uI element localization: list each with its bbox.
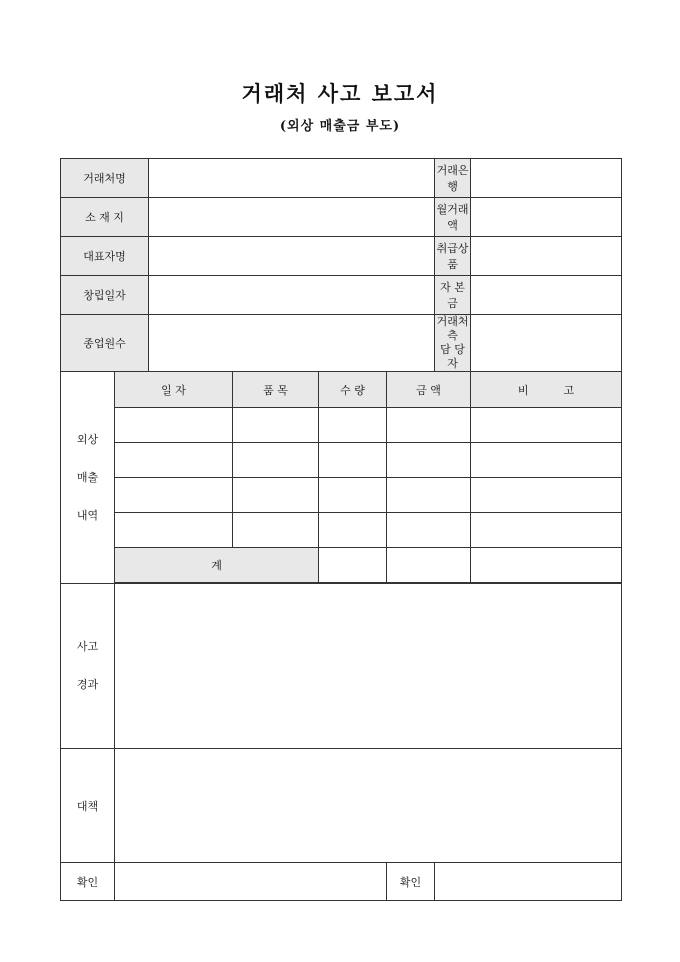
countermeasure-section-label: 대책 [61, 749, 115, 863]
confirm-field-right[interactable] [435, 863, 622, 901]
column-header-quantity: 수 량 [319, 372, 387, 408]
confirm-label-right: 확인 [387, 863, 435, 901]
info-row [61, 198, 622, 237]
info-label: 월거래액 [435, 198, 471, 237]
info-value-field[interactable] [471, 198, 622, 237]
sales-section-label [61, 372, 115, 584]
confirm-label-left: 확인 [61, 863, 115, 901]
column-header-remarks: 비 고 [471, 372, 622, 408]
remarks-cell[interactable] [471, 408, 622, 443]
info-label: 거래처명 [61, 159, 149, 198]
total-quantity-cell[interactable] [319, 548, 387, 583]
info-value-field[interactable] [471, 276, 622, 315]
accident-details-field[interactable] [115, 584, 622, 749]
quantity-cell[interactable] [319, 443, 387, 478]
document-title: 거래처 사고 보고서 [241, 81, 439, 106]
date-cell[interactable] [115, 408, 233, 443]
report-form [60, 158, 622, 901]
info-label: 자 본 금 [435, 276, 471, 315]
info-row [61, 159, 622, 198]
remarks-cell[interactable] [471, 513, 622, 548]
total-label: 계 [115, 548, 319, 583]
date-cell[interactable] [115, 478, 233, 513]
amount-cell[interactable] [387, 443, 471, 478]
sales-row [61, 513, 622, 548]
info-row [61, 237, 622, 276]
item-cell[interactable] [233, 443, 319, 478]
confirm-row [61, 863, 622, 901]
section-label-line: 경과 [76, 678, 99, 691]
column-header-amount: 금 액 [387, 372, 471, 408]
info-label: 대표자명 [61, 237, 149, 276]
countermeasure-field[interactable] [115, 749, 622, 863]
date-cell[interactable] [115, 443, 233, 478]
info-value-field[interactable] [149, 159, 435, 198]
info-value-field[interactable] [149, 315, 435, 372]
amount-cell[interactable] [387, 478, 471, 513]
info-label: 종업원수 [61, 315, 149, 372]
quantity-cell[interactable] [319, 478, 387, 513]
info-value-field[interactable] [149, 237, 435, 276]
quantity-cell[interactable] [319, 408, 387, 443]
section-label-line: 내역 [76, 508, 99, 522]
info-label-line: 거래처측 [436, 315, 469, 342]
info-value-field[interactable] [471, 159, 622, 198]
countermeasure-row [61, 749, 622, 863]
amount-cell[interactable] [387, 408, 471, 443]
info-label-line: 담 당 자 [440, 343, 465, 370]
quantity-cell[interactable] [319, 513, 387, 548]
info-row [61, 276, 622, 315]
info-label [435, 315, 471, 372]
info-value-field[interactable] [471, 315, 622, 372]
info-value-field[interactable] [149, 198, 435, 237]
item-cell[interactable] [233, 408, 319, 443]
sales-row [61, 408, 622, 443]
remarks-cell[interactable] [471, 478, 622, 513]
info-label: 거래은행 [435, 159, 471, 198]
remarks-cell[interactable] [471, 443, 622, 478]
section-label-line: 외상 [76, 432, 99, 446]
info-value-field[interactable] [149, 276, 435, 315]
column-header-item: 품 목 [233, 372, 319, 408]
sales-row [61, 443, 622, 478]
info-value-field[interactable] [471, 237, 622, 276]
item-cell[interactable] [233, 478, 319, 513]
section-label-line: 매출 [76, 470, 99, 484]
accident-section-label [61, 584, 115, 749]
info-label: 창립일자 [61, 276, 149, 315]
item-cell[interactable] [233, 513, 319, 548]
sales-header-row [61, 372, 622, 408]
column-header-date: 일 자 [115, 372, 233, 408]
total-remarks-cell[interactable] [471, 548, 622, 583]
sales-row [61, 478, 622, 513]
info-label: 취급상품 [435, 237, 471, 276]
info-label: 소 재 지 [61, 198, 149, 237]
date-cell[interactable] [115, 513, 233, 548]
amount-cell[interactable] [387, 513, 471, 548]
info-row [61, 315, 622, 372]
document-subtitle: (외상 매출금 부도) [279, 119, 401, 134]
confirm-field-left[interactable] [115, 863, 387, 901]
section-label-line: 사고 [76, 640, 99, 653]
total-amount-cell[interactable] [387, 548, 471, 583]
total-row [61, 548, 622, 583]
accident-row [61, 584, 622, 749]
